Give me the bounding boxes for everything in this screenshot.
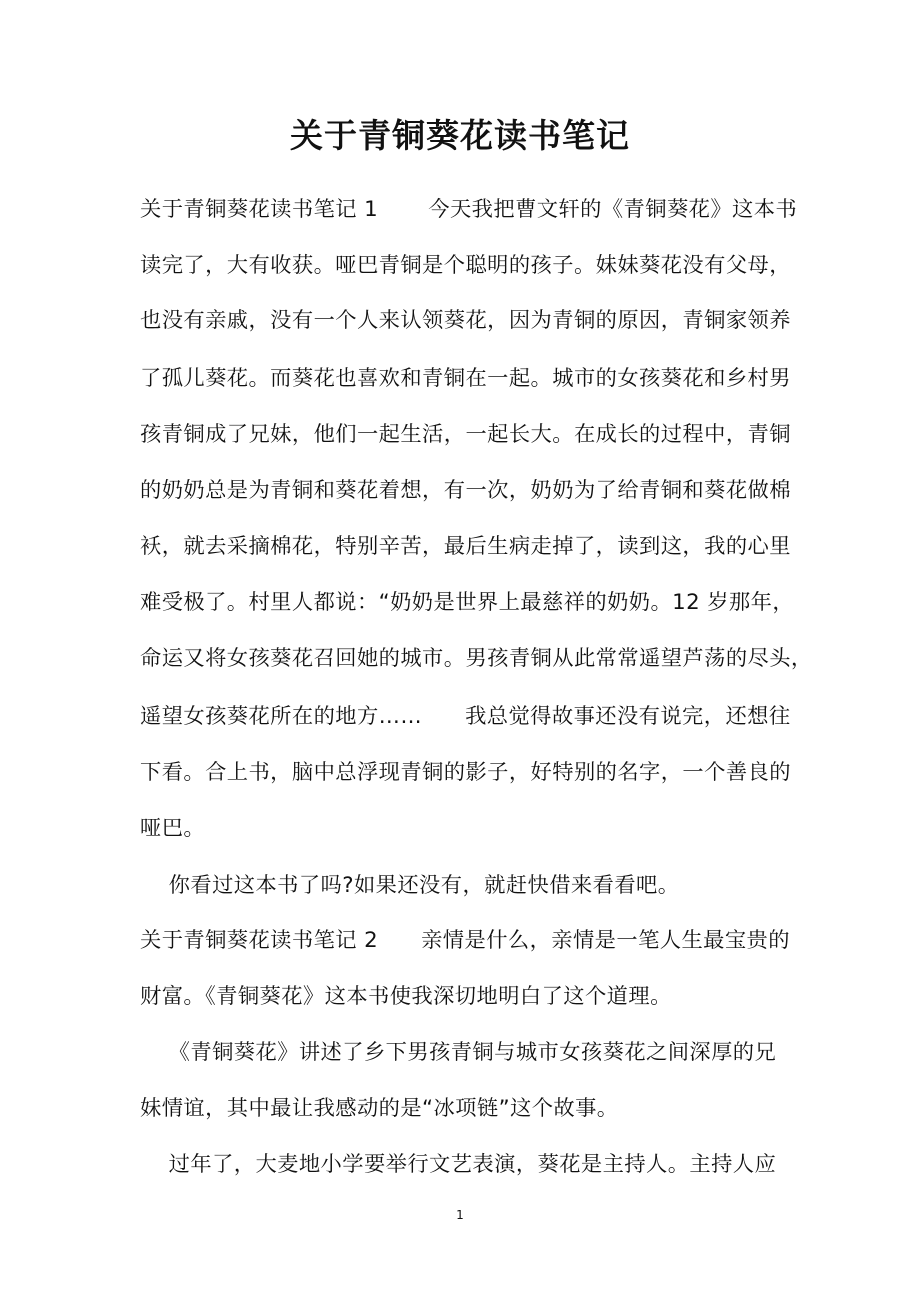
text-line: 袄，就去采摘棉花，特别辛苦，最后生病走掉了，读到这，我的心里	[140, 534, 791, 559]
text-line: 孩青铜成了兄妹，他们一起生活，一起长大。在成长的过程中，青铜	[140, 422, 791, 447]
text-line: 你看过这本书了吗?如果还没有，就赶快借来看看吧。	[140, 873, 680, 898]
page-number: 1	[456, 1208, 464, 1222]
text-line: 也没有亲戚，没有一个人来认领葵花，因为青铜的原因，青铜家领养	[140, 308, 791, 333]
text-line: 过年了，大麦地小学要举行文艺表演，葵花是主持人。主持人应	[140, 1152, 777, 1177]
text-line: 《青铜葵花》讲述了乡下男孩青铜与城市女孩葵花之间深厚的兄	[140, 1040, 777, 1065]
text-line: 关于青铜葵花读书笔记 1 今天我把曹文轩的《青铜葵花》这本书	[140, 197, 798, 222]
text-line: 下看。合上书，脑中总浮现青铜的影子，好特别的名字，一个善良的	[140, 760, 791, 785]
text-line: 读完了，大有收获。哑巴青铜是个聪明的孩子。妹妹葵花没有父母，	[140, 253, 791, 278]
text-line: 关于青铜葵花读书笔记 2 亲情是什么，亲情是一笔人生最宝贵的	[140, 928, 790, 953]
document-title: 关于青铜葵花读书笔记	[290, 116, 630, 155]
text-line: 财富。《青铜葵花》这本书使我深切地明白了这个道理。	[140, 984, 672, 1009]
text-line: 遥望女孩葵花所在的地方…… 我总觉得故事还没有说完，还想往	[140, 704, 791, 729]
text-line: 妹情谊，其中最让我感动的是“冰项链”这个故事。	[140, 1096, 619, 1121]
text-line: 了孤儿葵花。而葵花也喜欢和青铜在一起。城市的女孩葵花和乡村男	[140, 366, 791, 391]
text-line: 难受极了。村里人都说：“奶奶是世界上最慈祥的奶奶。12 岁那年，	[140, 590, 795, 615]
text-line: 命运又将女孩葵花召回她的城市。男孩青铜从此常常遥望芦荡的尽头，	[140, 646, 813, 671]
text-line: 的奶奶总是为青铜和葵花着想，有一次，奶奶为了给青铜和葵花做棉	[140, 478, 791, 503]
text-line: 哑巴。	[140, 816, 206, 841]
